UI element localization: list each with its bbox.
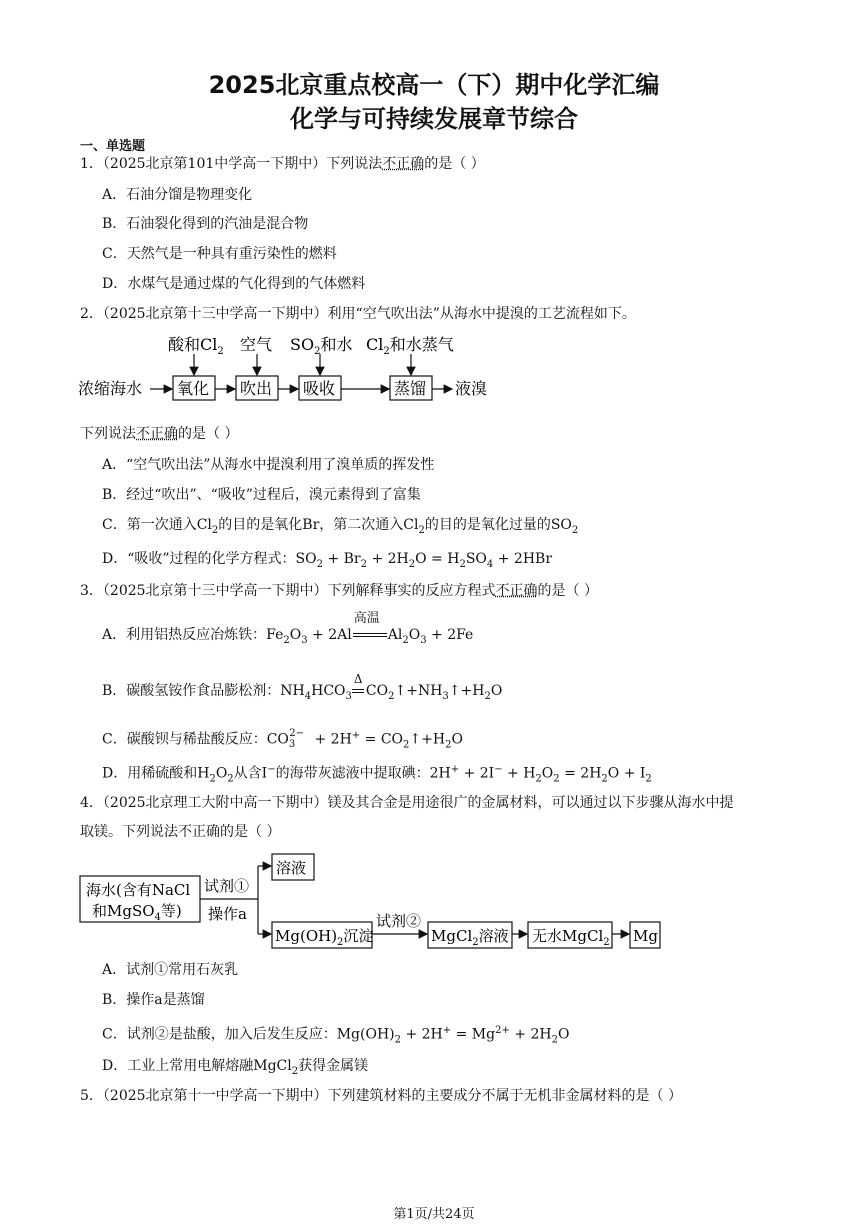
seawater-line2: 和MgSO$_4$等) — [92, 902, 182, 923]
question-3-option-b: B．碳酸氢铵作食品膨松剂：$NH_4HCO_3$ Δ $CO_2↑+NH_3↑+H_2O$ — [102, 672, 503, 702]
question-2-option-c: C．第一次通入$Cl_2$的目的是氧化Br，第二次通入$Cl_2$的目的是氧化过量的$SO_2$ — [102, 517, 579, 536]
question-2-option-d: D．“吸收”过程的化学方程式：$SO_2 + Br_2 + 2H_2O = H_2SO_4 + 2HBr$ — [102, 551, 553, 570]
flow-box-distill-label: 蒸馏 — [394, 379, 427, 398]
question-4-option-d: D．工业上常用电解熔融MgCl$_2$获得金属镁 — [102, 1058, 369, 1077]
page-footer: 第1页/共24页 — [393, 1207, 475, 1222]
magnesium-extraction-flow-diagram — [78, 850, 668, 952]
question-2-ask: 下列说法不正确的是（ ） — [80, 426, 239, 442]
solution-label: 溶液 — [276, 859, 307, 877]
flow-box-blow-label: 吹出 — [240, 379, 273, 398]
flow-input-3: $SO_2$和水 — [290, 335, 353, 357]
question-3-option-c: C．碳酸钡与稀盐酸反应：$CO_3^{2-} + 2H^+$ = $CO_2↑+H_2O$ — [102, 728, 463, 751]
question-4-option-a: A．试剂①常用石灰乳 — [102, 962, 239, 978]
reagent-1-label: 试剂① — [204, 877, 250, 895]
bromine-process-flow-diagram — [78, 330, 518, 410]
flow-start-label: 浓缩海水 — [78, 379, 143, 398]
anhydrous-mgcl2-label: 无水MgCl$_2$ — [532, 927, 610, 948]
flow-box-absorb-label: 吸收 — [303, 379, 336, 398]
document-title-line1: 2025北京重点校高一（下）期中化学汇编 — [208, 71, 660, 99]
question-2-stem: 2．（2025北京第十三中学高一下期中）利用“空气吹出法”从海水中提溴的工艺流程如下。 — [80, 306, 636, 322]
question-1-option-c: C．天然气是一种具有重污染性的燃料 — [102, 246, 337, 262]
question-4-stem-line2: 取镁。下列说法不正确的是（ ） — [80, 824, 281, 840]
operation-a-label: 操作a — [208, 905, 247, 923]
flow-input-4: $Cl_2$和水蒸气 — [366, 335, 454, 357]
emphasis-word: 不正确 — [382, 156, 425, 172]
question-5-stem: 5．（2025北京第十一中学高一下期中）下列建筑材料的主要成分不属于无机非金属材料的是（ ） — [80, 1088, 682, 1104]
question-1-option-d: D．水煤气是通过煤的气化得到的气体燃料 — [102, 276, 366, 292]
question-3-stem: 3．（2025北京第十三中学高一下期中）下列解释事实的反应方程式不正确的是（ ） — [80, 583, 598, 599]
question-1-option-a: A．石油分馏是物理变化 — [102, 187, 253, 203]
seawater-line1: 海水(含有NaCl — [86, 881, 191, 899]
mgcl2-solution-label: MgCl$_2$溶液 — [431, 927, 509, 948]
flow-input-1: 酸和$Cl_2$ — [168, 335, 224, 357]
question-2-option-b: B．经过“吹出”、“吸收”过程后，溴元素得到了富集 — [102, 487, 421, 503]
flow-end-label: 液溴 — [455, 379, 488, 398]
question-1-stem: 1．（2025北京第101中学高一下期中）下列说法不正确的是（ ） — [80, 156, 485, 172]
section-heading: 一、单选题 — [80, 139, 146, 154]
flow-box-oxidize-label: 氧化 — [177, 379, 210, 398]
question-3-option-a: A．利用铝热反应冶炼铁：$Fe_2O_3 + 2Al$ 高温 $Al_2O_3 + 2Fe$ — [102, 611, 474, 646]
question-2-option-a: A．“空气吹出法”从海水中提溴利用了溴单质的挥发性 — [102, 457, 435, 473]
document-title-line2: 化学与可持续发展章节综合 — [290, 105, 578, 133]
question-3-option-d: D．用稀硫酸和$H_2O_2$从含I−的海带灰滤液中提取碘：$2H^+ + 2I^- + H_2O_2 = 2H_2O + I_2$ — [102, 764, 652, 785]
question-4-stem-line1: 4．（2025北京理工大附中高一下期中）镁及其合金是用途很广的金属材料，可以通过以下步骤从海水中提 — [80, 795, 734, 811]
reagent-2-label: 试剂② — [376, 912, 422, 930]
question-1-option-b: B．石油裂化得到的汽油是混合物 — [102, 216, 309, 232]
flow-input-2: 空气 — [240, 335, 273, 354]
mg-label: Mg — [633, 927, 658, 945]
question-4-option-b: B．操作a是蒸馏 — [102, 992, 205, 1008]
question-4-option-c: C．试剂②是盐酸，加入后发生反应：$Mg(OH)_2 + 2H^+ = Mg^{2+} + 2H_2O$ — [102, 1025, 570, 1046]
precipitate-label: $Mg(OH)_2$沉淀 — [275, 927, 374, 948]
